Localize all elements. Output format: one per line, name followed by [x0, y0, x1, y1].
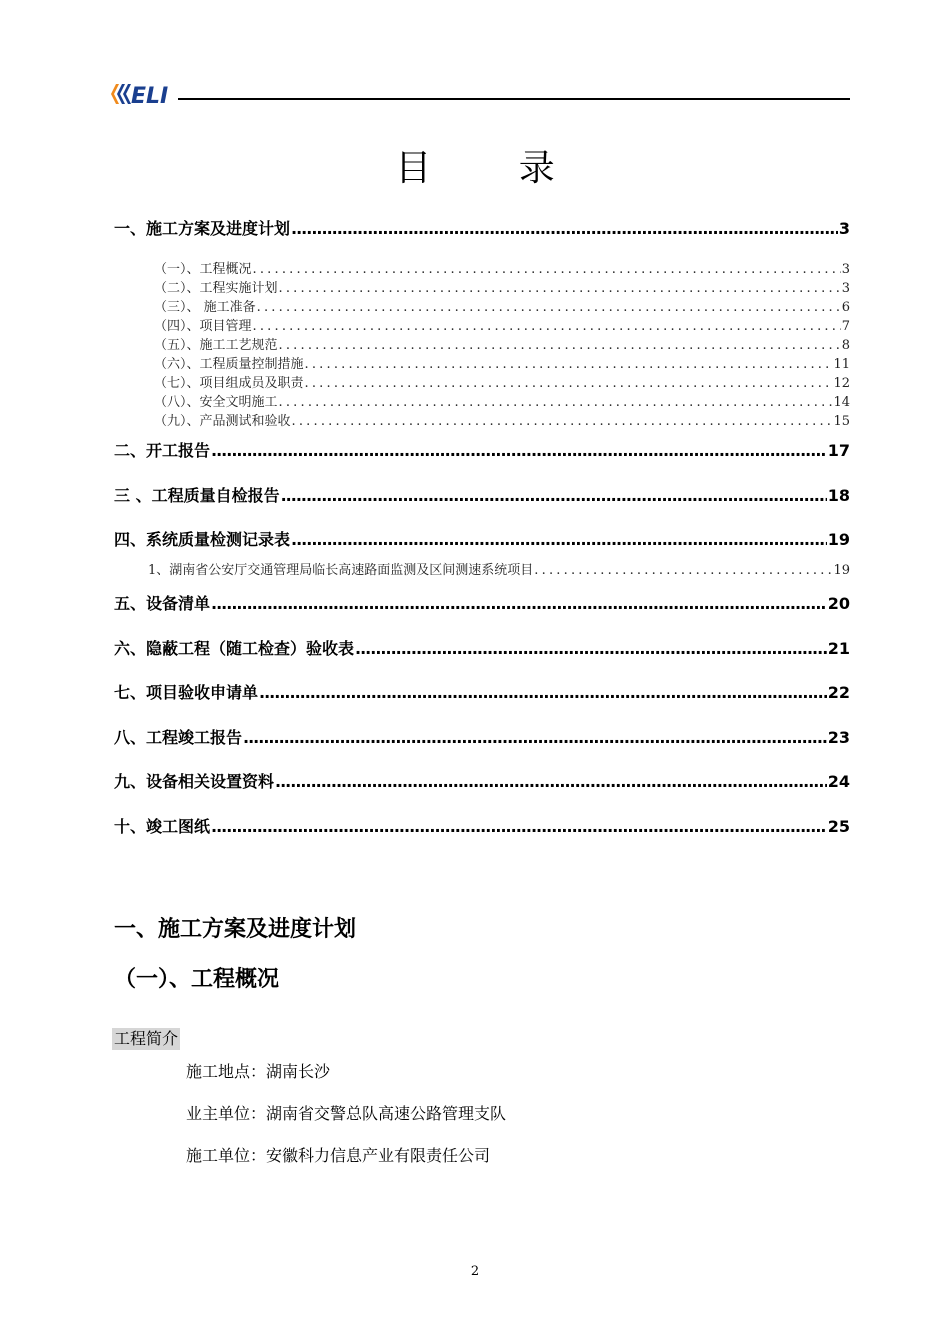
toc-subentry[interactable]: （六）、工程质量控制措施 ..... 11	[114, 355, 850, 374]
svg-text:ELI: ELI	[131, 84, 169, 106]
toc-subentry[interactable]: （三）、 施工准备 ..... 6	[114, 298, 850, 317]
toc-title: 目 录	[395, 148, 593, 189]
subsection-title: （一）、工程概况	[114, 967, 280, 992]
toc-subentry[interactable]: （五）、施工工艺规范 ..... 8	[114, 336, 850, 355]
toc-subentry[interactable]: （四）、项目管理 ..... 7	[114, 317, 850, 336]
toc-subentry[interactable]: （九）、产品测试和验收 ..... 15	[114, 412, 850, 431]
page-header	[108, 82, 850, 106]
toc-subentry[interactable]: （八）、安全文明施工 ..... 14	[114, 393, 850, 412]
toc-entry-10[interactable]: 十、竣工图纸 ..... 25	[114, 812, 850, 857]
toc-entry-8[interactable]: 八、工程竣工报告 ..... 23	[114, 723, 850, 768]
toc-entry-2[interactable]: 二、开工报告 ..... 17	[114, 436, 850, 481]
toc-subentry[interactable]: 1、湖南省公安厅交通管理局临长高速路面监测及区间测速系统项目 ..... 19	[114, 561, 850, 580]
toc-entry-7[interactable]: 七、项目验收申请单 ..... 22	[114, 678, 850, 723]
toc-entry-3[interactable]: 三 、工程质量自检报告 ..... 18	[114, 481, 850, 526]
table-of-contents	[114, 214, 850, 856]
toc-entry-6[interactable]: 六、隐蔽工程（随工检查）验收表 ..... 21	[114, 634, 850, 679]
toc-subentry[interactable]: （一）、工程概况 ..... 3	[114, 260, 850, 279]
toc-subentries-1	[114, 258, 850, 436]
intro-heading: 工程简介	[114, 1029, 179, 1048]
info-contractor: 施工单位：安徽科力信息产业有限责任公司	[186, 1146, 491, 1165]
keli-logo	[108, 82, 182, 106]
toc-subentry[interactable]: （七）、项目组成员及职责 ..... 12	[114, 374, 850, 393]
info-location: 施工地点：湖南长沙	[186, 1062, 331, 1081]
toc-entry-9[interactable]: 九、设备相关设置资料 ..... 24	[114, 767, 850, 812]
toc-entry-5[interactable]: 五、设备清单 ..... 20	[114, 589, 850, 634]
info-owner: 业主单位：湖南省交警总队高速公路管理支队	[186, 1104, 507, 1123]
section-title: 一、施工方案及进度计划	[114, 917, 357, 942]
header-rule	[178, 98, 850, 100]
toc-entry-4[interactable]: 四、系统质量检测记录表 ..... 19	[114, 525, 850, 555]
toc-subentry[interactable]: （二）、工程实施计划 ..... 3	[114, 279, 850, 298]
toc-entry-1[interactable]: 一、施工方案及进度计划 ..... 3	[114, 214, 850, 258]
page-number: 2	[470, 1264, 480, 1279]
